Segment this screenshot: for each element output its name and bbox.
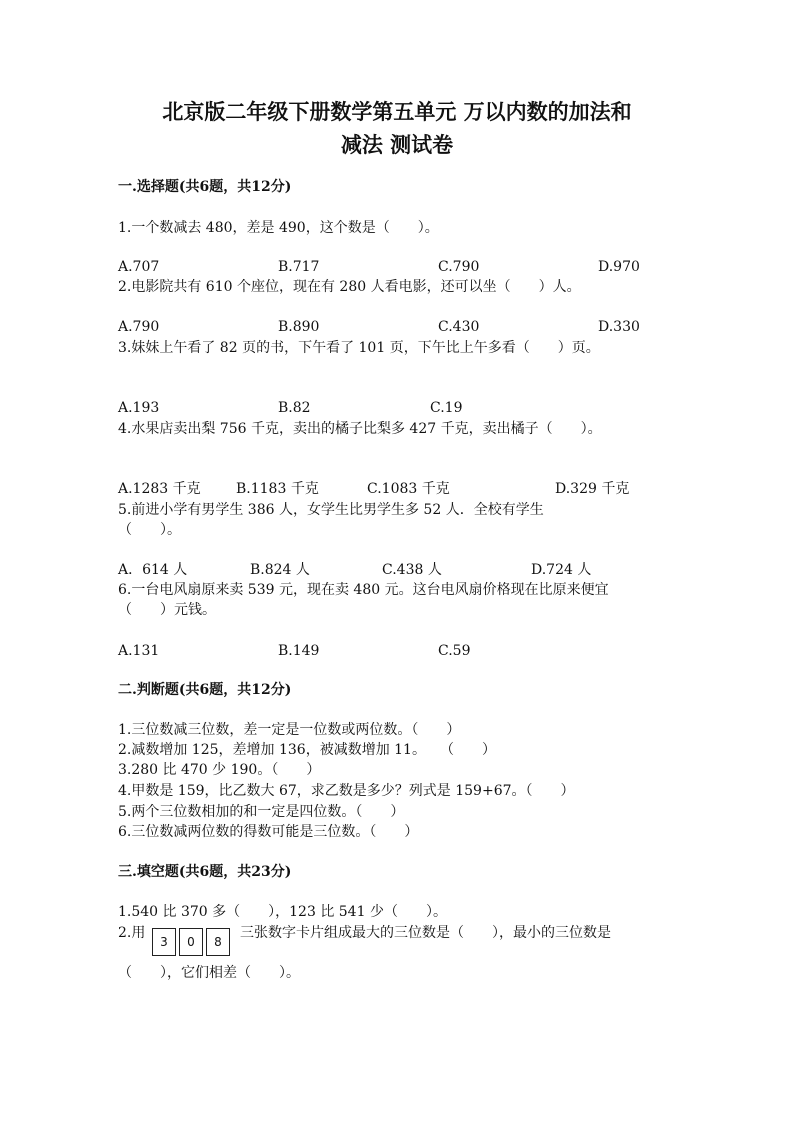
choice-option: C.790 xyxy=(438,259,480,275)
choice-option: D.724 人 xyxy=(531,562,592,578)
judgement-item: 3.280 比 470 少 190。（ ） xyxy=(118,762,321,778)
choice-option: B.824 人 xyxy=(250,562,310,578)
choice-option: B.82 xyxy=(278,400,311,416)
digit-card: 8 xyxy=(206,928,230,956)
choice-question-6-line1: 6.一台电风扇原来卖 539 元，现在卖 480 元。这台电风扇价格现在比原来便宜 xyxy=(118,582,609,598)
choice-question-4: 4.水果店卖出梨 756 千克，卖出的橘子比梨多 427 千克，卖出橘子（ ）。 xyxy=(118,421,602,437)
digit-cards xyxy=(152,928,233,956)
choice-option: B.1183 千克 xyxy=(236,481,319,497)
choice-question-3: 3.妹妹上午看了 82 页的书，下午看了 101 页，下午比上午多看（ ）页。 xyxy=(118,340,600,356)
choice-option: D.330 xyxy=(598,319,640,335)
choice-question-1: 1.一个数减去 480，差是 490，这个数是（ ）。 xyxy=(118,220,439,236)
choice-option: C.430 xyxy=(438,319,480,335)
choice-option: B.717 xyxy=(278,259,320,275)
section-heading-fill-in: 三.填空题(共6题，共23分) xyxy=(118,864,292,880)
judgement-item: 1.三位数减三位数，差一定是一位数或两位数。（ ） xyxy=(118,722,461,738)
fill-question-2-text: 三张数字卡片组成最大的三位数是（ ），最小的三位数是 xyxy=(240,925,611,941)
choice-option: D.970 xyxy=(598,259,640,275)
page-title-line1: 北京版二年级下册数学第五单元 万以内数的加法和 xyxy=(162,99,632,124)
fill-question-2-prefix: 2.用 xyxy=(118,925,146,941)
digit-card: 0 xyxy=(179,928,203,956)
judgement-item: 5.两个三位数相加的和一定是四位数。（ ） xyxy=(118,804,405,820)
fill-question-1: 1.540 比 370 多（ ），123 比 541 少（ ）。 xyxy=(118,904,447,920)
choice-option: A.131 xyxy=(118,643,160,659)
section-heading-choice: 一.选择题(共6题，共12分) xyxy=(118,179,292,195)
choice-option: D.329 千克 xyxy=(555,481,630,497)
judgement-item: 2.减数增加 125，差增加 136，被减数增加 11。 （ ） xyxy=(118,742,496,758)
choice-option: C.438 人 xyxy=(382,562,442,578)
choice-option: A.707 xyxy=(118,259,160,275)
choice-option: B.149 xyxy=(278,643,320,659)
fill-question-2-line2: （ ），它们相差（ ）。 xyxy=(118,965,300,981)
choice-question-5-line1: 5.前进小学有男学生 386 人，女学生比男学生多 52 人．全校有学生 xyxy=(118,502,544,518)
choice-option: C.59 xyxy=(438,643,471,659)
choice-question-5-line2: （ ）。 xyxy=(118,522,181,538)
judgement-item: 6.三位数减两位数的得数可能是三位数。（ ） xyxy=(118,824,419,840)
choice-option: A.790 xyxy=(118,319,160,335)
digit-card: 3 xyxy=(152,928,176,956)
page-title-line2: 减法 测试卷 xyxy=(340,132,454,157)
choice-option: A．614 人 xyxy=(118,562,188,578)
choice-option: C.19 xyxy=(430,400,463,416)
choice-option: A.193 xyxy=(118,400,160,416)
choice-option: C.1083 千克 xyxy=(367,481,450,497)
choice-question-6-line2: （ ）元钱。 xyxy=(118,602,216,618)
judgement-item: 4.甲数是 159，比乙数大 67，求乙数是多少？列式是 159+67。（ ） xyxy=(118,783,575,799)
choice-option: A.1283 千克 xyxy=(118,481,201,497)
section-heading-judgement: 二.判断题(共6题，共12分) xyxy=(118,682,292,698)
choice-option: B.890 xyxy=(278,319,320,335)
choice-question-2: 2.电影院共有 610 个座位，现在有 280 人看电影，还可以坐（ ）人。 xyxy=(118,279,581,295)
